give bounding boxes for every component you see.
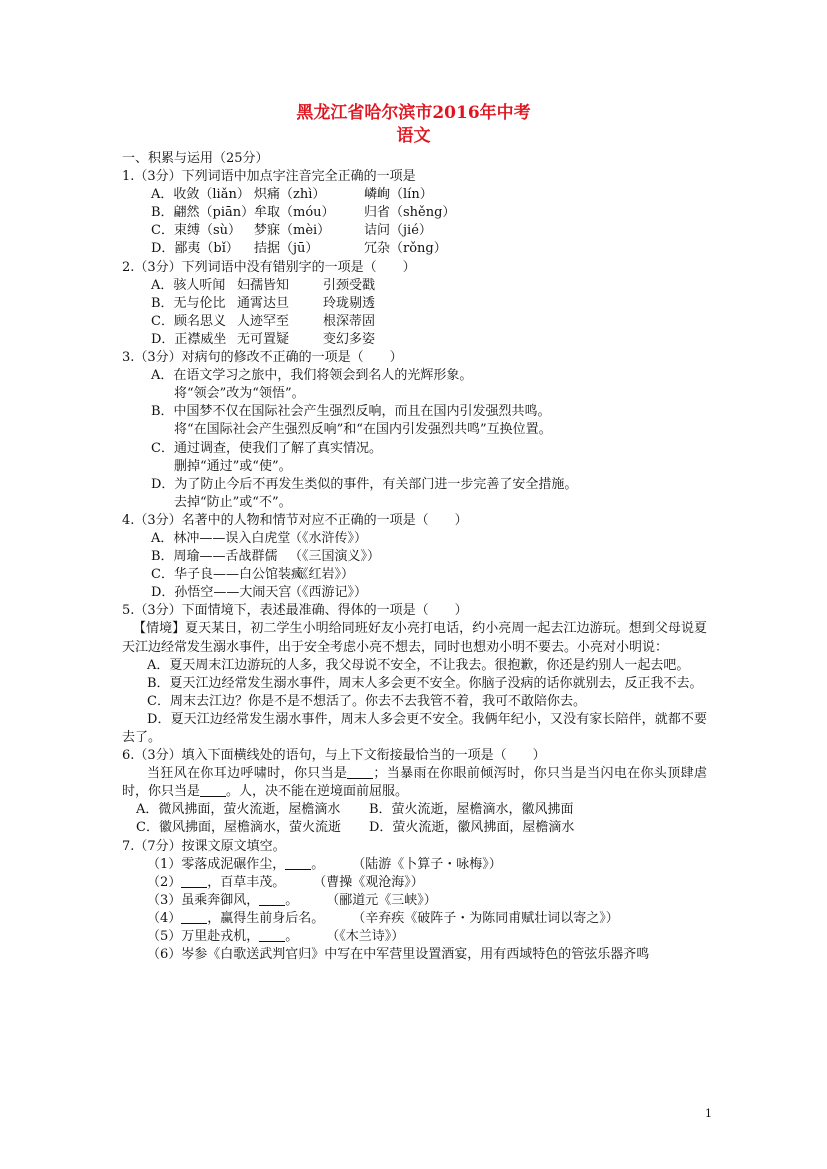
fill-blank	[200, 783, 226, 797]
question-6-stem: 6.（3分）填入下面横线处的语句，与上下文衔接最恰当的一项是（ ）	[122, 748, 546, 764]
fill-blank	[259, 928, 285, 942]
question-2-option: D．正襟威坐 无可置疑 变幻多姿	[151, 331, 376, 347]
question-6-option: C．徽风拂面，屋檐滴水，萤火流逝 D．萤火流逝，徽风拂面，屋檐滴水	[136, 820, 575, 836]
fill-blank	[259, 892, 285, 906]
fill-blank	[285, 856, 311, 870]
question-7-item: （6）岑参《白歌送武判官归》中写在中军营里设置酒宴，用有西域特色的管弦乐器齐鸣	[147, 947, 650, 963]
question-7-item: （3）虽乘奔御风， 。 （郦道元《三峡》）	[147, 892, 437, 908]
exam-title: 黑龙江省哈尔滨市2016年中考	[296, 103, 531, 123]
page-number: 1	[705, 1107, 712, 1120]
question-3-option: D．为了防止今后不再发生类似的事件，有关部门进一步完善了安全措施。	[151, 476, 578, 492]
question-2-option: C．顾名思义 人迹罕至 根深蒂固	[151, 313, 376, 329]
question-2-stem: 2.（3分）下列词语中没有错别字的一项是（ ）	[122, 259, 416, 275]
question-2-option: B．无与伦比 通霄达旦 玲珑剔透	[151, 295, 376, 311]
question-7-item: （2） ，百草丰茂。 （曹操《观沧海》）	[147, 874, 424, 890]
question-1-option: C．束缚（sù） 梦寐（mèi） 诘问（jié）	[151, 223, 432, 239]
question-7-item: （5）万里赴戎机， 。 （《木兰诗》）	[147, 929, 405, 945]
question-1-stem: 1.（3分）下列词语中加点字注音完全正确的一项是	[122, 169, 416, 185]
question-3-fix: 去掉“防止”或“不”。	[174, 494, 292, 510]
question-5-scene: 【情境】夏天某日，初二学生小明给同班好友小亮打电话，约小亮周一起去江边游玩。想到父母说夏天江边经常发生溺水事件，出于安全考虑小亮不想去，同时也想劝小明不要去。小亮对小明说：	[122, 621, 707, 655]
fill-blank	[347, 765, 373, 779]
fill-blank	[181, 874, 207, 888]
question-7-stem: 7.（7分）按课文原文填空。	[122, 838, 286, 854]
fill-blank	[181, 910, 207, 924]
question-3-fix: 将“领会”改为“领悟”。	[174, 386, 305, 402]
question-5-option: B．夏天江边经常发生溺水事件，周末人多会更不安全。你脑子没病的话你就别去，反正我不去。	[147, 675, 703, 691]
exam-content	[122, 150, 707, 964]
question-1-option: B．翩然（piān）牟取（móu） 归省（shěng）	[151, 205, 456, 221]
question-5-option: C．周末去江边？你是不是不想活了。你去不去我管不着，我可不敢陪你去。	[147, 693, 586, 709]
question-5-option: A．夏天周末江边游玩的人多，我父母说不安全，不让我去。很抱歉，你还是约别人一起去吧。	[147, 657, 690, 673]
question-4-stem: 4.（3分）名著中的人物和情节对应不正确的一项是（ ）	[122, 512, 468, 528]
question-3-fix: 将“在国际社会产生强烈反响”和“在国内引发强烈共鸣”互换位置。	[174, 422, 552, 438]
question-3-stem: 3.（3分）对病句的修改不正确的一项是（ ）	[122, 350, 403, 366]
question-4-option: D．孙悟空——大闹天宫（《西游记》）	[151, 585, 368, 601]
question-4-option: B．周瑜——舌战群儒 （《三国演义》）	[151, 549, 381, 565]
question-4-option: C．华子良——白公馆装疯（《红岩》）	[151, 567, 355, 583]
question-4-option: A．林冲——误入白虎堂（《水浒传》）	[151, 530, 368, 546]
question-2-option: A．骇人听闻 妇孺皆知 引颈受戳	[151, 277, 376, 293]
question-1-option: A．收敛（liǎn） 炽痛（zhì） 嶙峋（lín）	[151, 187, 433, 203]
question-6-passage: 当狂风在你耳边呼啸时，你只当是 ；当暴雨在你眼前倾泻时，你只当是当闪电在你头顶肆虐时，你只当是 。人，决不能在逆境面前屈服。	[122, 766, 707, 800]
question-3-fix: 删掉“通过”或“使”。	[174, 458, 292, 474]
exam-subject: 语文	[396, 126, 431, 146]
question-7-item: （4） ，赢得生前身后名。 （辛弃疾《破阵子・为陈同甫赋壮词以寄之》）	[147, 910, 619, 926]
question-3-option: C．通过调查，使我们了解了真实情况。	[151, 440, 382, 456]
section-heading: 一、积累与运用（25分）	[122, 151, 269, 166]
question-3-option: A．在语文学习之旅中，我们将领会到名人的光辉形象。	[151, 368, 473, 384]
question-7-item: （1）零落成泥碾作尘， 。 （陆游《卜算子・咏梅》）	[147, 856, 502, 872]
question-3-option: B．中国梦不仅在国际社会产生强烈反响，而且在国内引发强烈共鸣。	[151, 404, 551, 420]
question-5-stem: 5.（3分）下面情境下，表述最准确、得体的一项是（ ）	[122, 603, 468, 619]
question-1-option: D．鄙夷（bǐ） 拮据（jū） 冗杂（rǒng）	[151, 241, 447, 257]
question-5-option: D．夏天江边经常发生溺水事件，周末人多会更不安全。我俩年纪小，又没有家长陪伴，就都不要去了。	[122, 711, 707, 745]
question-6-option: A．微风拂面，萤火流逝，屋檐滴水 B．萤火流逝，屋檐滴水，徽风拂面	[136, 802, 574, 818]
